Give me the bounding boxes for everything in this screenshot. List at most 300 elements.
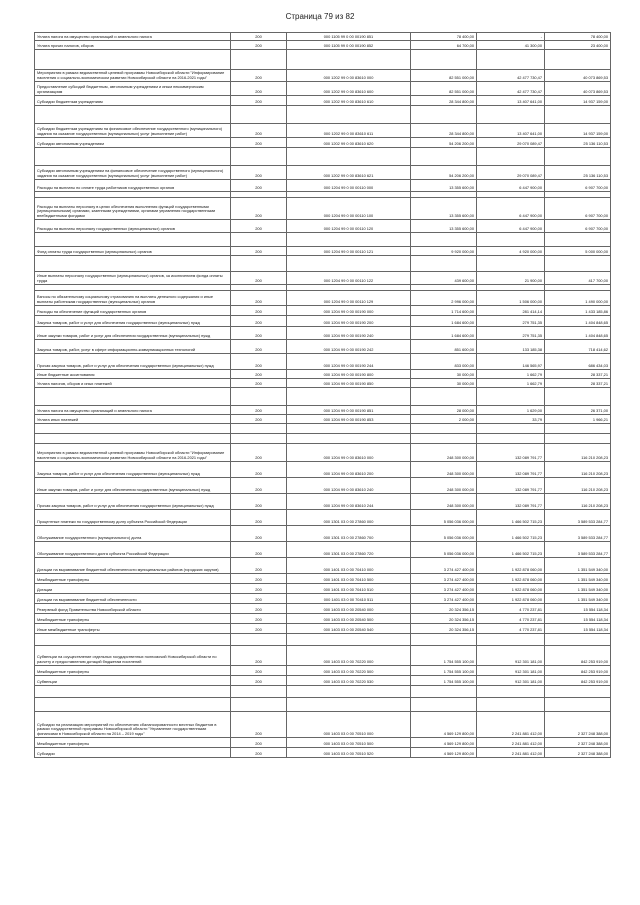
row-line-code: 200 [231, 96, 287, 106]
row-remaining-amount: 28 337,21 [545, 370, 611, 379]
row-classification-code: 000 1403 03 0 00 70510 520 [287, 748, 411, 758]
row-description: Мероприятия в рамках ведомственной целевой программы Новосибирской области "Информирование населения о социально-экономическом развитии Новосибирской области на 2016-2021 годы" [35, 70, 231, 82]
table-row [35, 41, 611, 50]
table-row [35, 138, 611, 148]
row-line-code: 200 [231, 370, 287, 379]
row-description: Расходы на выплаты по оплате труда работников государственных органов [35, 180, 231, 192]
row-remaining-amount: 1 351 549 340,00 [545, 558, 611, 574]
row-description [35, 148, 231, 166]
row-line-code: 200 [231, 198, 287, 220]
table-row [35, 604, 611, 614]
table-row [35, 624, 611, 634]
row-remaining-amount: 15 554 118,34 [545, 614, 611, 624]
table-row [35, 634, 611, 646]
row-approved-amount: 54 206 200,00 [411, 166, 477, 180]
row-line-code: 200 [231, 748, 287, 758]
row-executed-amount [477, 233, 545, 247]
row-executed-amount: 33,79 [477, 415, 545, 424]
row-executed-amount: 1 466 502 715,23 [477, 542, 545, 558]
table-row [35, 698, 611, 712]
row-line-code [231, 424, 287, 434]
row-description: Межбюджетные трансферты [35, 574, 231, 584]
row-remaining-amount: 417 700,00 [545, 272, 611, 285]
row-description: Расходы на выплаты персоналу государственных (муниципальных) органов [35, 220, 231, 233]
table-row [35, 379, 611, 388]
table-row [35, 291, 611, 306]
row-approved-amount: 439 600,00 [411, 272, 477, 285]
row-line-code: 200 [231, 166, 287, 180]
row-classification-code: 000 1202 99 0 00 83610 620 [287, 138, 411, 148]
row-executed-amount [477, 388, 545, 406]
row-approved-amount: 28 344 800,00 [411, 124, 477, 138]
table-row [35, 594, 611, 604]
row-description: Дотации на выравнивание бюджетной обеспеченности муниципальных районов (городских округов) [35, 558, 231, 574]
row-line-code: 200 [231, 291, 287, 306]
table-row [35, 526, 611, 542]
row-approved-amount: 5 056 036 000,00 [411, 526, 477, 542]
table-row [35, 340, 611, 354]
table-row [35, 198, 611, 220]
row-executed-amount [477, 634, 545, 646]
row-executed-amount [477, 50, 545, 70]
table-row [35, 748, 611, 758]
row-description: Межбюджетные трансферты [35, 666, 231, 676]
row-remaining-amount: 14 937 159,00 [545, 124, 611, 138]
row-executed-amount: 21 900,00 [477, 272, 545, 285]
table-row [35, 738, 611, 748]
row-classification-code [287, 388, 411, 406]
row-executed-amount: 1 466 502 715,23 [477, 526, 545, 542]
row-approved-amount: 20 324 356,15 [411, 624, 477, 634]
row-remaining-amount [545, 106, 611, 124]
row-approved-amount: 13 355 600,00 [411, 220, 477, 233]
row-remaining-amount: 1 351 549 340,00 [545, 594, 611, 604]
row-classification-code: 000 1105 99 0 00 00190 852 [287, 41, 411, 50]
table-row [35, 96, 611, 106]
row-executed-amount: 41 300,00 [477, 41, 545, 50]
table-row [35, 434, 611, 444]
row-approved-amount: 851 600,00 [411, 340, 477, 354]
row-line-code: 200 [231, 33, 287, 41]
row-classification-code: 000 1204 99 0 00 00190 242 [287, 340, 411, 354]
row-approved-amount: 30 000,00 [411, 379, 477, 388]
table-row [35, 406, 611, 415]
row-classification-code: 000 1202 99 0 00 83610 000 [287, 70, 411, 82]
row-executed-amount: 4 770 237,81 [477, 614, 545, 624]
row-approved-amount: 1 754 555 100,00 [411, 676, 477, 686]
row-line-code: 200 [231, 712, 287, 738]
row-classification-code: 000 1204 99 0 00 00190 800 [287, 370, 411, 379]
row-line-code: 200 [231, 316, 287, 327]
row-description: Иные бюджетные ассигнования [35, 370, 231, 379]
row-remaining-amount [545, 434, 611, 444]
row-remaining-amount: 6 907 700,00 [545, 198, 611, 220]
row-remaining-amount: 25 136 110,53 [545, 166, 611, 180]
row-remaining-amount: 1 351 549 340,00 [545, 584, 611, 594]
row-line-code: 200 [231, 415, 287, 424]
row-line-code: 200 [231, 558, 287, 574]
row-approved-amount: 1 754 555 100,00 [411, 646, 477, 666]
row-description: Субсидии автономным учреждениям на финансовое обеспечение государственного (муниципального) задания на оказание государственных (муниципальных) услуг (выполнение работ) [35, 166, 231, 180]
row-line-code: 200 [231, 676, 287, 686]
row-approved-amount [411, 233, 477, 247]
row-remaining-amount: 40 073 869,53 [545, 70, 611, 82]
row-line-code: 200 [231, 406, 287, 415]
row-approved-amount [411, 634, 477, 646]
row-line-code: 200 [231, 738, 287, 748]
row-approved-amount: 248 300 000,00 [411, 444, 477, 462]
row-classification-code: 000 1204 99 0 00 00190 851 [287, 406, 411, 415]
row-executed-amount: 133 185,38 [477, 340, 545, 354]
row-description [35, 256, 231, 272]
row-executed-amount: 29 070 089,47 [477, 166, 545, 180]
row-line-code: 200 [231, 526, 287, 542]
table-row [35, 676, 611, 686]
row-executed-amount: 42 477 730,47 [477, 70, 545, 82]
row-classification-code: 000 1202 99 0 00 83610 610 [287, 96, 411, 106]
row-approved-amount: 2 000,00 [411, 415, 477, 424]
row-executed-amount: 29 070 089,47 [477, 138, 545, 148]
table-row [35, 388, 611, 406]
row-classification-code: 000 1401 03 0 00 70410 000 [287, 558, 411, 574]
row-classification-code [287, 148, 411, 166]
row-classification-code: 000 1401 03 0 00 70410 500 [287, 574, 411, 584]
row-description: Субсидии бюджетным учреждениям на финансовое обеспечение государственного (муниципального) задания на оказание государственных (муниципальных) услуг (выполнение работ) [35, 124, 231, 138]
row-executed-amount: 279 751,35 [477, 327, 545, 340]
row-executed-amount: 2 241 881 412,00 [477, 712, 545, 738]
row-description: Субвенции [35, 676, 231, 686]
row-description: Иные выплаты персоналу государственных (муниципальных) органов, за исключением фонда оплаты труда [35, 272, 231, 285]
row-approved-amount [411, 50, 477, 70]
row-classification-code: 000 1204 99 0 00 00190 244 [287, 354, 411, 370]
row-executed-amount [477, 256, 545, 272]
table-row [35, 444, 611, 462]
row-approved-amount: 82 551 000,00 [411, 70, 477, 82]
row-approved-amount: 4 569 129 800,00 [411, 738, 477, 748]
row-remaining-amount [545, 148, 611, 166]
row-approved-amount [411, 434, 477, 444]
row-approved-amount: 9 920 000,00 [411, 247, 477, 256]
row-line-code: 200 [231, 510, 287, 526]
row-classification-code: 000 1204 99 0 00 00190 850 [287, 379, 411, 388]
row-classification-code: 000 1204 99 0 00 00190 200 [287, 316, 411, 327]
row-approved-amount: 54 206 200,00 [411, 138, 477, 148]
row-approved-amount: 3 274 427 400,00 [411, 558, 477, 574]
row-executed-amount: 912 301 181,00 [477, 666, 545, 676]
row-classification-code: 000 1105 99 0 00 00190 851 [287, 33, 411, 41]
row-approved-amount: 64 700,00 [411, 41, 477, 50]
row-classification-code [287, 434, 411, 444]
row-line-code [231, 434, 287, 444]
row-remaining-amount: 116 210 208,23 [545, 444, 611, 462]
row-line-code: 200 [231, 584, 287, 594]
row-executed-amount: 13 407 641,00 [477, 124, 545, 138]
row-description: Иные закупки товаров, работ и услуг для обеспечения государственных (муниципальных) нужд [35, 478, 231, 494]
row-description [35, 233, 231, 247]
row-classification-code: 000 1204 99 0 00 00190 000 [287, 306, 411, 316]
row-executed-amount: 1 922 878 060,00 [477, 574, 545, 584]
row-remaining-amount: 2 327 248 388,00 [545, 738, 611, 748]
table-row [35, 247, 611, 256]
table-row [35, 316, 611, 327]
table-row [35, 148, 611, 166]
row-approved-amount: 1 714 600,00 [411, 306, 477, 316]
row-remaining-amount: 116 210 208,23 [545, 462, 611, 478]
table-row [35, 50, 611, 70]
row-remaining-amount: 1 490 000,00 [545, 291, 611, 306]
row-remaining-amount: 116 210 208,23 [545, 494, 611, 510]
row-approved-amount [411, 698, 477, 712]
row-classification-code: 000 1403 03 0 00 20540 500 [287, 614, 411, 624]
row-description: Уплата налогов, сборов и иных платежей [35, 379, 231, 388]
row-executed-amount: 146 565,97 [477, 354, 545, 370]
row-classification-code: 000 1204 99 0 00 00110 122 [287, 272, 411, 285]
row-line-code [231, 686, 287, 698]
row-approved-amount: 4 569 129 800,00 [411, 712, 477, 738]
row-classification-code: 000 1403 03 0 00 20540 000 [287, 604, 411, 614]
row-line-code: 200 [231, 82, 287, 96]
row-line-code: 200 [231, 666, 287, 676]
row-executed-amount: 4 920 000,00 [477, 247, 545, 256]
row-line-code: 200 [231, 574, 287, 584]
table-row [35, 166, 611, 180]
row-approved-amount: 5 056 036 000,00 [411, 542, 477, 558]
row-approved-amount: 82 551 000,00 [411, 82, 477, 96]
row-line-code: 200 [231, 478, 287, 494]
row-line-code: 200 [231, 379, 287, 388]
row-description: Взносы по обязательному социальному страхованию на выплаты денежного содержания и иные выплаты работникам государственных (муниципальных) органов [35, 291, 231, 306]
row-executed-amount [477, 424, 545, 434]
row-remaining-amount: 40 073 869,53 [545, 82, 611, 96]
row-line-code: 200 [231, 124, 287, 138]
row-line-code [231, 233, 287, 247]
row-executed-amount: 6 447 900,00 [477, 220, 545, 233]
row-classification-code: 000 1301 03 0 00 27860 000 [287, 510, 411, 526]
row-executed-amount: 1 662,79 [477, 379, 545, 388]
row-line-code: 200 [231, 220, 287, 233]
row-description: Уплата налога на имущество организаций и земельного налога [35, 406, 231, 415]
row-classification-code [287, 233, 411, 247]
row-approved-amount [411, 424, 477, 434]
row-executed-amount: 1 506 000,00 [477, 291, 545, 306]
row-classification-code: 000 1403 03 0 00 70510 500 [287, 738, 411, 748]
row-executed-amount: 6 447 900,00 [477, 180, 545, 192]
row-executed-amount: 1 629,00 [477, 406, 545, 415]
row-remaining-amount [545, 634, 611, 646]
row-line-code [231, 388, 287, 406]
row-classification-code [287, 424, 411, 434]
table-row [35, 574, 611, 584]
row-remaining-amount: 1 433 185,86 [545, 306, 611, 316]
row-remaining-amount: 1 966,21 [545, 415, 611, 424]
row-description: Процентные платежи по государственному долгу субъекта Российской Федерации [35, 510, 231, 526]
row-description: Субсидии автономным учреждениям [35, 138, 231, 148]
row-classification-code [287, 256, 411, 272]
table-row [35, 370, 611, 379]
table-row [35, 558, 611, 574]
row-line-code: 200 [231, 646, 287, 666]
table-row [35, 646, 611, 666]
row-remaining-amount: 718 414,62 [545, 340, 611, 354]
row-remaining-amount: 1 351 549 340,00 [545, 574, 611, 584]
row-approved-amount: 13 355 600,00 [411, 180, 477, 192]
row-remaining-amount [545, 388, 611, 406]
row-executed-amount: 1 922 878 060,00 [477, 558, 545, 574]
row-description [35, 434, 231, 444]
row-description: Прочая закупка товаров, работ и услуг для обеспечения государственных (муниципальных) нужд [35, 494, 231, 510]
row-classification-code [287, 686, 411, 698]
row-approved-amount [411, 148, 477, 166]
row-classification-code: 000 1204 99 0 00 83610 244 [287, 494, 411, 510]
row-executed-amount: 2 241 881 412,00 [477, 748, 545, 758]
row-line-code [231, 634, 287, 646]
row-approved-amount: 1 754 555 100,00 [411, 666, 477, 676]
row-description [35, 686, 231, 698]
row-approved-amount: 248 300 000,00 [411, 478, 477, 494]
row-classification-code: 000 1401 03 0 00 70410 511 [287, 594, 411, 604]
table-row [35, 415, 611, 424]
row-description [35, 50, 231, 70]
table-row [35, 614, 611, 624]
row-description: Субвенции на осуществление отдельных государственных полномочий Новосибирской области по расчету и предоставлению дотаций бюджетам поселений [35, 646, 231, 666]
row-approved-amount: 20 324 356,15 [411, 604, 477, 614]
row-remaining-amount: 3 589 533 284,77 [545, 526, 611, 542]
row-remaining-amount: 6 907 700,00 [545, 180, 611, 192]
row-executed-amount: 281 414,14 [477, 306, 545, 316]
row-classification-code: 000 1204 99 0 00 00110 100 [287, 198, 411, 220]
row-executed-amount: 42 477 730,47 [477, 82, 545, 96]
row-remaining-amount: 15 554 118,34 [545, 604, 611, 614]
row-executed-amount [477, 698, 545, 712]
row-description: Расходы на обеспечение функций государственных органов [35, 306, 231, 316]
row-description: Уплата налога на имущество организаций и земельного налога [35, 33, 231, 41]
row-executed-amount: 2 241 881 412,00 [477, 738, 545, 748]
row-line-code: 200 [231, 594, 287, 604]
row-line-code: 200 [231, 138, 287, 148]
row-line-code: 200 [231, 444, 287, 462]
table-row [35, 70, 611, 82]
row-executed-amount: 13 407 641,00 [477, 96, 545, 106]
row-description: Межбюджетные трансферты [35, 614, 231, 624]
row-executed-amount: 132 089 791,77 [477, 494, 545, 510]
row-executed-amount: 132 089 791,77 [477, 462, 545, 478]
row-remaining-amount [545, 233, 611, 247]
row-line-code [231, 698, 287, 712]
table-row [35, 354, 611, 370]
row-remaining-amount [545, 256, 611, 272]
row-line-code: 200 [231, 614, 287, 624]
row-remaining-amount [545, 424, 611, 434]
row-classification-code: 000 1301 03 0 00 27860 700 [287, 526, 411, 542]
row-remaining-amount: 116 210 208,23 [545, 478, 611, 494]
row-executed-amount: 1 922 878 060,00 [477, 584, 545, 594]
row-approved-amount: 3 274 427 400,00 [411, 594, 477, 604]
row-executed-amount [477, 434, 545, 444]
row-remaining-amount: 1 404 848,65 [545, 316, 611, 327]
row-executed-amount: 1 662,79 [477, 370, 545, 379]
row-approved-amount: 4 569 129 800,00 [411, 748, 477, 758]
row-description: Уплата прочих налогов, сборов [35, 41, 231, 50]
row-approved-amount: 248 300 000,00 [411, 494, 477, 510]
row-remaining-amount [545, 698, 611, 712]
row-executed-amount [477, 686, 545, 698]
row-description: Закупка товаров, работ и услуг для обеспечения государственных (муниципальных) нужд [35, 316, 231, 327]
row-classification-code: 000 1202 99 0 00 83610 600 [287, 82, 411, 96]
row-approved-amount: 1 684 600,00 [411, 316, 477, 327]
table-row [35, 462, 611, 478]
row-remaining-amount: 5 000 000,00 [545, 247, 611, 256]
row-executed-amount: - [477, 33, 545, 41]
row-remaining-amount: 6 907 700,00 [545, 220, 611, 233]
row-classification-code [287, 634, 411, 646]
row-classification-code: 000 1204 99 0 00 00110 129 [287, 291, 411, 306]
row-executed-amount: 4 770 237,81 [477, 604, 545, 614]
table-row [35, 327, 611, 340]
row-remaining-amount: 842 253 919,00 [545, 646, 611, 666]
page-number-header: Страница 79 из 82 [285, 12, 355, 21]
row-executed-amount: 1 466 502 715,23 [477, 510, 545, 526]
row-classification-code: 000 1204 99 0 00 83610 200 [287, 462, 411, 478]
table-row [35, 478, 611, 494]
row-description: Обслуживание государственного долга субъекта Российской Федерации [35, 542, 231, 558]
budget-table-body [35, 33, 611, 758]
row-description: Закупка товаров, работ, услуг в сфере информационно-коммуникационных технологий [35, 340, 231, 354]
table-row [35, 256, 611, 272]
row-line-code: 200 [231, 306, 287, 316]
row-remaining-amount: 3 589 533 284,77 [545, 510, 611, 526]
row-line-code [231, 50, 287, 70]
row-description: Субсидии на реализацию мероприятий по обеспечению сбалансированности местных бюджетов в рамках государственной программы Новосибирской области "Управление государственными финансами в Новосибирской области на 2014 – 2019 годы" [35, 712, 231, 738]
row-description: Обслуживание государственного (муниципального) долга [35, 526, 231, 542]
row-approved-amount: 13 355 600,00 [411, 198, 477, 220]
row-approved-amount: 3 274 427 400,00 [411, 584, 477, 594]
row-description [35, 106, 231, 124]
row-line-code: 200 [231, 624, 287, 634]
row-description: Прочая закупка товаров, работ и услуг для обеспечения государственных (муниципальных) нужд [35, 354, 231, 370]
table-row [35, 510, 611, 526]
row-remaining-amount: 3 589 533 284,77 [545, 542, 611, 558]
row-executed-amount: 912 301 181,00 [477, 646, 545, 666]
row-line-code: 200 [231, 327, 287, 340]
row-remaining-amount: 25 136 110,53 [545, 138, 611, 148]
row-classification-code: 000 1204 99 0 00 00110 121 [287, 247, 411, 256]
row-line-code [231, 256, 287, 272]
row-classification-code: 000 1204 99 0 00 00190 240 [287, 327, 411, 340]
row-executed-amount: 132 089 791,77 [477, 478, 545, 494]
table-row [35, 686, 611, 698]
row-approved-amount: 28 000,00 [411, 406, 477, 415]
row-description: Уплата иных платежей [35, 415, 231, 424]
row-classification-code [287, 106, 411, 124]
row-classification-code [287, 698, 411, 712]
budget-expenditure-table [34, 32, 611, 758]
row-line-code [231, 106, 287, 124]
row-classification-code: 000 1202 99 0 00 83610 621 [287, 166, 411, 180]
row-remaining-amount [545, 50, 611, 70]
row-remaining-amount: 1 404 848,65 [545, 327, 611, 340]
row-executed-amount: 6 447 900,00 [477, 198, 545, 220]
row-classification-code: 000 1403 03 0 00 20540 540 [287, 624, 411, 634]
row-remaining-amount: 23 400,00 [545, 41, 611, 50]
row-classification-code [287, 50, 411, 70]
table-row [35, 220, 611, 233]
row-description [35, 424, 231, 434]
row-remaining-amount: 2 327 248 388,00 [545, 748, 611, 758]
row-approved-amount: 2 996 000,00 [411, 291, 477, 306]
table-row [35, 272, 611, 285]
row-line-code: 200 [231, 354, 287, 370]
table-row [35, 106, 611, 124]
